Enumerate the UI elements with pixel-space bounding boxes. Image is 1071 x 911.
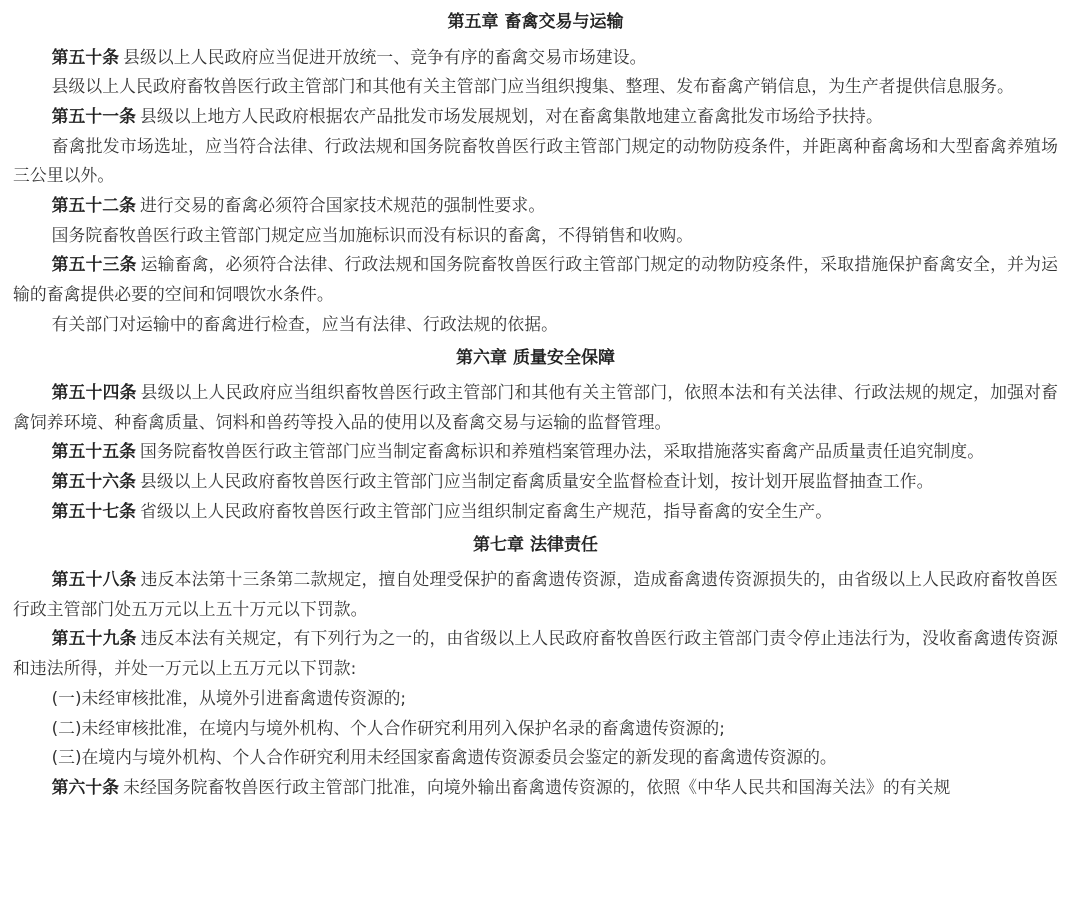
chapter-6-title: 第六章 质量安全保障 bbox=[456, 347, 615, 368]
article-60 bbox=[13, 773, 1058, 803]
article-number: 第五十五条 bbox=[51, 441, 137, 462]
article-text: 违反本法有关规定，有下列行为之一的，由省级以上人民政府畜牧兽医行政主管部门责令停止违法行为，没收畜禽遗传资源和违法所得，并处一万元以上五万元以下罚款: bbox=[13, 628, 1058, 679]
article-number: 第五十六条 bbox=[51, 471, 137, 492]
article-53-paragraph-2: 有关部门对运输中的畜禽进行检查，应当有法律、行政法规的依据。 bbox=[51, 313, 559, 334]
article-51-paragraph-2: 畜禽批发市场选址，应当符合法律、行政法规和国务院畜牧兽医行政主管部门规定的动物防疫条件，并距离种畜禽场和大型畜禽养殖场三公里以外。 bbox=[13, 135, 1058, 186]
chapter-5-title: 第五章 畜禽交易与运输 bbox=[447, 12, 624, 32]
article-text: 运输畜禽，必须符合法律、行政法规和国务院畜牧兽医行政主管部门规定的动物防疫条件，采取措施保护畜禽安全，并为运输的畜禽提供必要的空间和饲喂饮水条件。 bbox=[13, 254, 1058, 305]
article-52 bbox=[13, 191, 1058, 221]
article-number: 第五十一条 bbox=[51, 105, 137, 126]
article-text: 未经国务院畜牧兽医行政主管部门批准，向境外输出畜禽遗传资源的，依照《中华人民共和国海关法》的有关规 bbox=[123, 776, 951, 797]
article-number: 第五十二条 bbox=[51, 195, 137, 216]
article-number: 第五十七条 bbox=[51, 500, 137, 521]
article-text: 县级以上人民政府应当促进开放统一、竞争有序的畜禽交易市场建设。 bbox=[123, 46, 647, 67]
article-52-paragraph-2: 国务院畜牧兽医行政主管部门规定应当加施标识而没有标识的畜禽，不得销售和收购。 bbox=[51, 224, 694, 245]
article-number: 第五十条 bbox=[51, 46, 120, 67]
article-53 bbox=[13, 250, 1058, 309]
article-59-item-3: (三)在境内与境外机构、个人合作研究利用未经国家畜禽遗传资源委员会鉴定的新发现的畜禽遗传资源的。 bbox=[51, 747, 837, 768]
article-text: 县级以上人民政府应当组织畜牧兽医行政主管部门和其他有关主管部门，依照本法和有关法律、行政法规的规定，加强对畜禽饲养环境、种畜禽质量、饲料和兽药等投入品的使用以及畜禽交易与运输的监督管理。 bbox=[13, 382, 1058, 432]
article-54 bbox=[13, 378, 1058, 437]
article-text: 省级以上人民政府畜牧兽医行政主管部门应当组织制定畜禽生产规范，指导畜禽的安全生产。 bbox=[140, 500, 833, 521]
article-59 bbox=[13, 624, 1058, 683]
article-59-item-2: (二)未经审核批准，在境内与境外机构、个人合作研究利用列入保护名录的畜禽遗传资源的; bbox=[51, 717, 725, 738]
article-text: 进行交易的畜禽必须符合国家技术规范的强制性要求。 bbox=[140, 195, 546, 216]
article-number: 第五十四条 bbox=[51, 382, 137, 403]
article-number: 第五十八条 bbox=[51, 569, 137, 590]
article-number: 第五十九条 bbox=[51, 628, 137, 649]
chapter-7-title: 第七章 法律责任 bbox=[473, 534, 598, 555]
article-number: 第五十三条 bbox=[51, 254, 137, 275]
article-text: 国务院畜牧兽医行政主管部门应当制定畜禽标识和养殖档案管理办法，采取措施落实畜禽产品质量责任追究制度。 bbox=[140, 441, 985, 462]
article-text: 违反本法第十三条第二款规定，擅自处理受保护的畜禽遗传资源，造成畜禽遗传资源损失的，由省级以上人民政府畜牧兽医行政主管部门处五万元以上五十万元以下罚款。 bbox=[13, 569, 1058, 619]
article-50 bbox=[13, 43, 1058, 73]
article-text: 县级以上地方人民政府根据农产品批发市场发展规划，对在畜禽集散地建立畜禽批发市场给予扶持。 bbox=[140, 105, 883, 126]
article-55 bbox=[13, 437, 1058, 467]
article-57 bbox=[13, 497, 1058, 527]
article-56 bbox=[13, 467, 1058, 497]
article-59-item-1: (一)未经审核批准，从境外引进畜禽遗传资源的; bbox=[51, 687, 406, 708]
article-text: 县级以上人民政府畜牧兽医行政主管部门应当制定畜禽质量安全监督检查计划，按计划开展监督抽查工作。 bbox=[140, 471, 934, 492]
article-58 bbox=[13, 565, 1058, 624]
article-51 bbox=[13, 102, 1058, 132]
article-number: 第六十条 bbox=[51, 776, 120, 797]
article-50-paragraph-2: 县级以上人民政府畜牧兽医行政主管部门和其他有关主管部门应当组织搜集、整理、发布畜禽产销信息，为生产者提供信息服务。 bbox=[51, 76, 1014, 97]
